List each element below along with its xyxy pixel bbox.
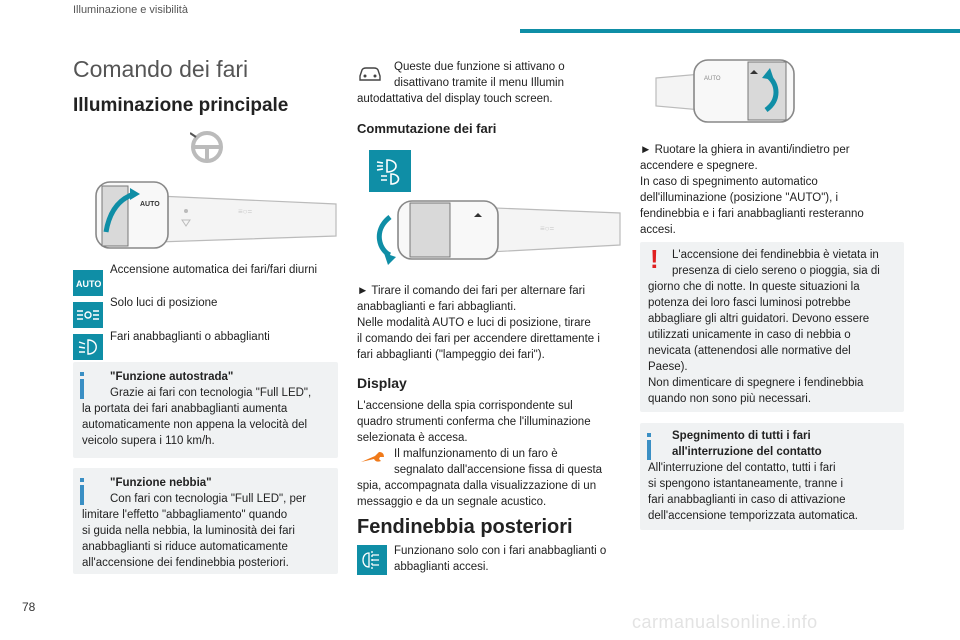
info3-line: All'interruzione del contatto, tutti i fari bbox=[648, 462, 836, 474]
beam-switch-icon bbox=[369, 150, 411, 192]
fog-line: Funzionano solo con i fari anabbaglianti o bbox=[394, 545, 607, 557]
fog-line: abbaglianti accesi. bbox=[394, 561, 489, 573]
fault-line: messaggio e da un segnale acustico. bbox=[357, 496, 547, 508]
info-icon-dot bbox=[80, 372, 84, 376]
warning-line: utilizzati unicamente in caso di nebbia o bbox=[648, 329, 851, 341]
info-box-fog-function bbox=[73, 468, 338, 574]
header-accent-bar bbox=[520, 29, 960, 33]
svg-text:AUTO: AUTO bbox=[140, 201, 160, 208]
info-box-lights-off-ignition bbox=[640, 423, 904, 530]
switching-line: fari abbaglianti ("lampeggio dei fari"). bbox=[357, 349, 545, 361]
info3-line: si spengono istantaneamente, tranne i bbox=[648, 478, 843, 490]
info1-line: la portata dei fari anabbaglianti aumenta bbox=[82, 403, 288, 415]
rear-fog-icon bbox=[357, 545, 387, 575]
info2-line: anabbaglianti si riduce automaticamente bbox=[82, 541, 288, 553]
wrench-icon bbox=[357, 448, 387, 468]
info2-title: "Funzione nebbia" bbox=[110, 477, 212, 489]
fault-line: spia, accompagnata dalla visualizzazione di un bbox=[357, 480, 597, 492]
light-stalk-illustration-pull bbox=[370, 195, 622, 267]
rotate-line: dell'illuminazione (posizione "AUTO"), i bbox=[640, 192, 839, 204]
info1-line: automaticamente non appena la velocità del bbox=[82, 419, 308, 431]
info1-line: Grazie ai fari con tecnologia "Full LED", bbox=[110, 387, 312, 399]
position-lights-icon bbox=[73, 302, 103, 328]
section-heading-switching: Commutazione dei fari bbox=[357, 121, 497, 136]
low-high-beam-icon bbox=[73, 334, 103, 360]
fault-line: Il malfunzionamento di un faro è bbox=[394, 448, 558, 460]
switching-line: il comando dei fari per accendere direttamente i bbox=[357, 333, 600, 345]
svg-text:≡○=: ≡○= bbox=[540, 224, 555, 233]
light-stalk-illustration-rotate bbox=[88, 176, 338, 254]
steering-wheel-icon bbox=[190, 130, 224, 164]
warning-line: abbagliare gli altri guidatori. Devono essere bbox=[648, 313, 870, 325]
legend-beam-text: Fari anabbaglianti o abbaglianti bbox=[110, 331, 270, 343]
warning-line: Non dimenticare di spegnere i fendinebbia bbox=[648, 377, 864, 389]
warning-line: quando non sono più necessari. bbox=[648, 393, 812, 405]
section-title: Illuminazione e visibilità bbox=[73, 4, 188, 16]
info3-title: all'interruzione del contatto bbox=[672, 446, 822, 458]
svg-text:≡○=: ≡○= bbox=[238, 207, 253, 216]
switching-line: Nelle modalità AUTO e luci di posizione, tirare bbox=[357, 317, 591, 329]
section-heading-main-lighting: Illuminazione principale bbox=[73, 95, 289, 116]
rotate-line: ► Ruotare la ghiera in avanti/indietro per bbox=[640, 144, 850, 156]
info2-line: limitare l'effetto "abbagliamento" quando bbox=[82, 509, 288, 521]
switching-line: anabbaglianti e fari abbaglianti. bbox=[357, 301, 517, 313]
car-icon bbox=[357, 60, 383, 86]
info-icon-bar bbox=[80, 485, 84, 505]
warning-line: presenza di cielo sereno o pioggia, sia di bbox=[672, 265, 880, 277]
legend-auto-text: Accensione automatica dei fari/fari diurni bbox=[110, 264, 318, 276]
warning-exclamation-icon: ! bbox=[650, 244, 659, 274]
info3-title: Spegnimento di tutti i fari bbox=[672, 430, 811, 442]
warning-line: Paese). bbox=[648, 361, 688, 373]
section-heading-display: Display bbox=[357, 375, 407, 391]
watermark: carmanualsonline.info bbox=[632, 612, 818, 632]
display-line: L'accensione della spia corrispondente sul bbox=[357, 400, 573, 412]
info2-line: Con fari con tecnologia "Full LED", per bbox=[110, 493, 307, 505]
info-box-motorway-function bbox=[73, 362, 338, 458]
rotate-line: accesi. bbox=[640, 224, 676, 236]
warning-line: L'accensione dei fendinebbia è vietata in bbox=[672, 249, 879, 261]
legend-position-text: Solo luci di posizione bbox=[110, 297, 218, 309]
info2-line: si guida nella nebbia, la luminosità dei fari bbox=[82, 525, 295, 537]
light-stalk-illustration-fog-ring bbox=[654, 56, 804, 126]
info2-line: all'accensione dei fendinebbia posteriori. bbox=[82, 557, 289, 569]
intro-line: Queste due funzione si attivano o bbox=[394, 61, 565, 73]
rotate-line: fendinebbia e i fari anabbaglianti resteranno bbox=[640, 208, 864, 220]
display-line: selezionata è accesa. bbox=[357, 432, 468, 444]
warning-line: potenza dei loro fasci luminosi potrebbe bbox=[648, 297, 851, 309]
rotate-line: accendere e spegnere. bbox=[640, 160, 758, 172]
svg-text:AUTO: AUTO bbox=[76, 279, 102, 289]
info-icon-bar bbox=[80, 379, 84, 399]
intro-line: autodattativa del display touch screen. bbox=[357, 93, 553, 105]
page-number: 78 bbox=[22, 600, 36, 614]
info1-title: "Funzione autostrada" bbox=[110, 371, 234, 383]
auto-icon bbox=[73, 270, 103, 296]
display-line: quadro strumenti conferma che l'illuminazione bbox=[357, 416, 591, 428]
info-icon-dot bbox=[647, 433, 651, 437]
warning-line: giorno che di notte. In queste situazioni la bbox=[648, 281, 860, 293]
svg-text:AUTO: AUTO bbox=[704, 76, 721, 82]
page-title: Comando dei fari bbox=[73, 56, 249, 82]
warning-line: nevicata (attenendosi alle normative del bbox=[648, 345, 851, 357]
info1-line: veicolo supera i 110 km/h. bbox=[82, 435, 215, 447]
intro-line: disattivano tramite il menu Illumin bbox=[394, 77, 565, 89]
warning-box-fog-lights bbox=[640, 242, 904, 412]
info3-line: fari anabbaglianti in caso di attivazione bbox=[648, 494, 846, 506]
fault-line: segnalato dall'accensione fissa di questa bbox=[394, 464, 603, 476]
info-icon-bar bbox=[647, 440, 651, 460]
info3-line: dell'accensione temporizzata automatica. bbox=[648, 510, 858, 522]
switching-line: ► Tirare il comando dei fari per alternare fari bbox=[357, 285, 586, 297]
rotate-line: In caso di spegnimento automatico bbox=[640, 176, 818, 188]
section-heading-rear-fog: Fendinebbia posteriori bbox=[357, 516, 573, 538]
info-icon-dot bbox=[80, 478, 84, 482]
